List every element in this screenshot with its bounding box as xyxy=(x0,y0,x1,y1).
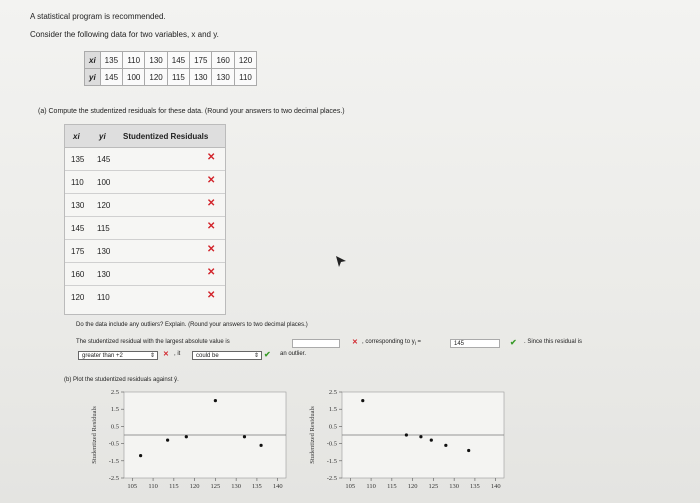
y-tick-label: -1.5 xyxy=(108,457,119,465)
y-tick-label: 0.5 xyxy=(110,423,119,431)
y-cell: 110 xyxy=(234,69,256,86)
residuals-table xyxy=(64,124,226,315)
incorrect-mark-icon: ✕ xyxy=(163,351,169,358)
data-table-x-row xyxy=(85,52,257,69)
select-arrows-icon: ⇕ xyxy=(149,353,155,359)
row-y: 130 xyxy=(97,270,111,279)
y-tick-label: -0.5 xyxy=(326,440,337,448)
row-x: 120 xyxy=(71,293,85,302)
since-text: . Since this residual is xyxy=(524,339,583,345)
correct-check-icon: ✔ xyxy=(510,338,517,347)
x-header: xi xyxy=(85,52,101,69)
row-x: 130 xyxy=(71,201,85,210)
largest-residual-input[interactable] xyxy=(292,339,340,348)
residual-plot-left[interactable] xyxy=(84,386,294,498)
table-row xyxy=(65,194,225,217)
y-header: yi xyxy=(85,69,101,86)
data-point xyxy=(361,399,364,402)
residuals-table-header xyxy=(65,125,225,148)
incorrect-mark-icon: ✕ xyxy=(207,244,216,255)
x-tick-label: 120 xyxy=(407,483,418,490)
x-tick-label: 130 xyxy=(231,483,242,490)
x-tick-label: 125 xyxy=(428,483,439,490)
incorrect-mark-icon: ✕ xyxy=(352,339,358,346)
outlier-select-value: could be xyxy=(196,353,219,359)
incorrect-mark-icon: ✕ xyxy=(207,198,216,209)
outlier-question: Do the data include any outliers? Explain. (Round your answers to two decimal places.) xyxy=(76,322,308,328)
comparison-select[interactable] xyxy=(78,351,158,360)
row-x: 160 xyxy=(71,270,85,279)
x-tick-label: 125 xyxy=(210,483,221,490)
part-b-prompt: (b) Plot the studentized residuals against ŷ. xyxy=(64,377,179,383)
x-tick-label: 105 xyxy=(127,483,138,490)
table-row xyxy=(65,171,225,194)
y-tick-label: -1.5 xyxy=(326,457,337,465)
y-tick-label: -2.5 xyxy=(326,475,337,482)
incorrect-mark-icon: ✕ xyxy=(207,175,216,186)
x-tick-label: 140 xyxy=(490,483,501,490)
table-row xyxy=(65,217,225,240)
row-x: 175 xyxy=(71,247,85,256)
data-point xyxy=(430,439,433,442)
correct-check-icon: ✔ xyxy=(264,350,271,359)
x-cell: 145 xyxy=(167,52,189,69)
x-cell: 130 xyxy=(145,52,167,69)
y-cell: 130 xyxy=(212,69,234,86)
row-y: 115 xyxy=(97,224,110,233)
data-point xyxy=(444,444,447,447)
y-tick-label: 2.5 xyxy=(328,389,337,396)
y-tick-label: 1.5 xyxy=(328,406,337,414)
residual-plot-right[interactable] xyxy=(302,386,512,498)
x-tick-label: 140 xyxy=(272,483,283,490)
incorrect-mark-icon: ✕ xyxy=(207,221,216,232)
y-cell: 145 xyxy=(100,69,122,86)
x-tick-label: 115 xyxy=(387,483,397,490)
corresponding-text xyxy=(362,339,421,347)
incorrect-mark-icon: ✕ xyxy=(207,290,216,301)
data-table xyxy=(84,51,257,86)
x-cell: 135 xyxy=(100,52,122,69)
incorrect-mark-icon: ✕ xyxy=(207,267,216,278)
x-tick-label: 130 xyxy=(449,483,460,490)
yi-value: 145 xyxy=(454,341,465,347)
y-axis-label: Studentized Residuals xyxy=(309,406,316,464)
data-point xyxy=(419,435,422,438)
data-point xyxy=(166,439,169,442)
x-tick-label: 110 xyxy=(366,483,376,490)
x-tick-label: 120 xyxy=(189,483,200,490)
x-tick-label: 105 xyxy=(345,483,356,490)
y-tick-label: -2.5 xyxy=(108,475,119,482)
y-tick-label: 1.5 xyxy=(110,406,119,414)
part-a-prompt: (a) Compute the studentized residuals for these data. (Round your answers to two decimal places.) xyxy=(38,108,345,115)
corresponding-sub: i xyxy=(414,341,416,348)
col-x-header: xi xyxy=(73,132,80,141)
data-point xyxy=(259,444,262,447)
data-table-y-row xyxy=(85,69,257,86)
comma-it-text: , it xyxy=(174,351,181,357)
incorrect-mark-icon: ✕ xyxy=(207,152,216,163)
y-cell: 100 xyxy=(123,69,145,86)
row-y: 100 xyxy=(97,178,111,187)
x-tick-label: 135 xyxy=(252,483,262,490)
data-point xyxy=(139,454,142,457)
col-residual-header: Studentized Residuals xyxy=(123,132,209,141)
data-point xyxy=(214,399,217,402)
row-y: 145 xyxy=(97,155,111,164)
table-row xyxy=(65,263,225,286)
data-point xyxy=(185,435,188,438)
table-row xyxy=(65,240,225,263)
outlier-select[interactable] xyxy=(192,351,262,360)
comparison-select-value: greater than +2 xyxy=(82,353,123,359)
corresponding-equals: = xyxy=(417,339,422,345)
intro-text: A statistical program is recommended. xyxy=(30,12,166,21)
y-axis-label: Studentized Residuals xyxy=(91,406,98,464)
an-outlier-text: an outlier. xyxy=(280,351,307,357)
corresponding-label: , corresponding to y xyxy=(362,339,415,345)
row-y: 110 xyxy=(97,293,110,302)
consider-text: Consider the following data for two variables, x and y. xyxy=(30,30,219,39)
yi-value-input[interactable] xyxy=(450,339,500,348)
x-cell: 110 xyxy=(123,52,145,69)
data-point xyxy=(467,449,470,452)
outlier-sentence: The studentized residual with the largest absolute value is xyxy=(76,339,230,345)
y-tick-label: 0.5 xyxy=(328,423,337,431)
select-arrows-icon: ⇕ xyxy=(253,353,259,359)
data-point xyxy=(243,435,246,438)
x-tick-label: 115 xyxy=(169,483,179,490)
x-cell: 120 xyxy=(234,52,256,69)
row-y: 120 xyxy=(97,201,111,210)
row-y: 130 xyxy=(97,247,111,256)
x-cell: 160 xyxy=(212,52,234,69)
x-cell: 175 xyxy=(190,52,212,69)
cursor-icon xyxy=(334,254,348,268)
row-x: 135 xyxy=(71,155,85,164)
y-cell: 115 xyxy=(167,69,189,86)
y-tick-label: -0.5 xyxy=(108,440,119,448)
row-x: 110 xyxy=(71,178,84,187)
row-x: 145 xyxy=(71,224,85,233)
table-row xyxy=(65,148,225,171)
y-cell: 120 xyxy=(145,69,167,86)
table-row xyxy=(65,286,225,308)
y-tick-label: 2.5 xyxy=(110,389,119,396)
col-y-header: yi xyxy=(99,132,106,141)
x-tick-label: 110 xyxy=(148,483,158,490)
y-cell: 130 xyxy=(190,69,212,86)
data-point xyxy=(405,433,408,436)
x-tick-label: 135 xyxy=(470,483,480,490)
